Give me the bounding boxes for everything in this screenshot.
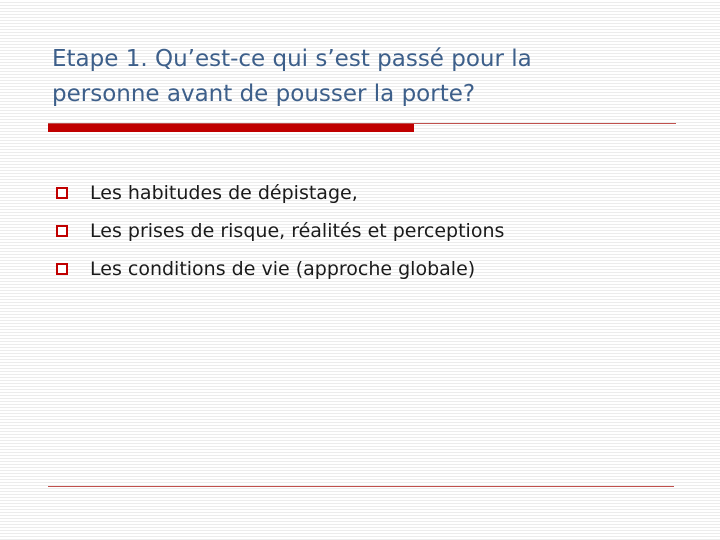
footer-divider (48, 486, 674, 487)
bullet-text: Les prises de risque, réalités et perceptions (90, 220, 505, 242)
square-bullet-icon (56, 187, 68, 199)
square-bullet-icon (56, 225, 68, 237)
bullet-text: Les habitudes de dépistage, (90, 182, 358, 204)
square-bullet-icon (56, 263, 68, 275)
slide-title-line-1: Etape 1. Qu’est-ce qui s’est passé pour la (52, 46, 532, 72)
bullet-text: Les conditions de vie (approche globale) (90, 258, 476, 280)
slide-title (52, 42, 652, 112)
slide-title-line-2: personne avant de pousser la porte? (52, 81, 476, 107)
title-underline-thick (48, 124, 414, 132)
